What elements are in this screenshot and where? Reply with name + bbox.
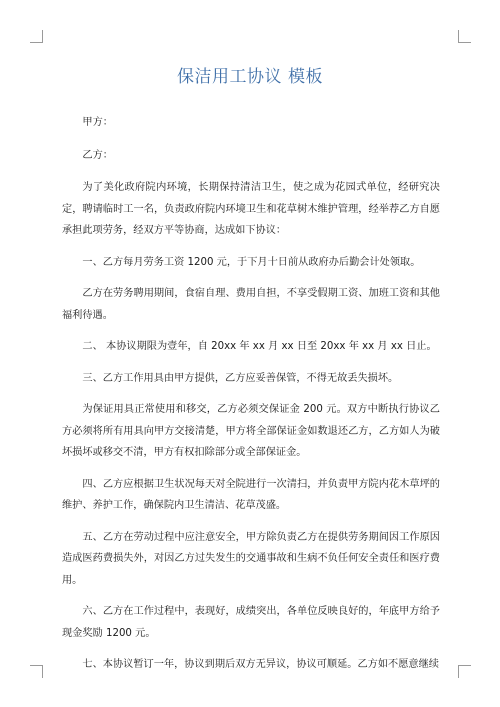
paragraph-clause-2: 二、 本协议期限为壹年，自 20xx 年 xx 月 xx 日至 20xx 年 xx 月 xx 日止。 xyxy=(82,341,437,352)
paragraph-clause-3: 三、乙方工作用具由甲方提供，乙方应妥善保管，不得无故丢失损坏。 xyxy=(82,372,399,384)
crop-mark-bottom-left xyxy=(30,665,43,678)
paragraph-clause-5: 五、乙方在劳动过程中应注意安全，甲方除负责乙方在提供劳务期间因工作原因造成医药费损失外，对因乙方过失发生的交通事故和生病不负任何安全责任和医疗费用。 xyxy=(62,531,440,586)
paragraph-clause-1: 一、乙方每月劳务工资 1200 元，于下月十日前从政府办后勤会计处领取。 xyxy=(82,256,421,268)
crop-mark-bottom-right xyxy=(458,665,471,678)
paragraph-clause-4: 四、乙方应根据卫生状况每天对全院进行一次清扫，并负责甲方院内花木草坪的维护、养护工作，确保院内卫生清洁、花草茂盛。 xyxy=(62,478,440,511)
paragraph-clause-7: 七、本协议暂订一年，协议到期后双方无异议，协议可顺延。乙方如不愿意继续 xyxy=(82,659,439,670)
party-b-line: 乙方： xyxy=(82,149,113,161)
document-title: 保洁用工协议 模板 xyxy=(177,67,323,87)
crop-mark-top-left xyxy=(30,30,43,43)
document-body xyxy=(62,112,440,686)
paragraph-clause-3-note: 为保证用具正常使用和移交，乙方必须交保证金 200 元。双方中断执行协议乙方必须将所有用具向甲方交接清楚，甲方将全部保证金如数退还乙方，乙方如人为破坏损坏或移交不清，甲方有权扣除部分或全部保证金。 xyxy=(62,404,440,458)
paragraph-clause-1-note: 乙方在劳务聘用期间，食宿自理、费用自担，不享受假期工资、加班工资和其他福利待遇。 xyxy=(62,288,440,321)
paragraph-clause-6: 六、乙方在工作过程中，表现好，成绩突出，各单位反映良好的，年底甲方给予现金奖励 1200 元。 xyxy=(62,606,440,639)
paragraph-intro: 为了美化政府院内环境，长期保持清洁卫生，使之成为花园式单位，经研究决定，聘请临时工一名，负责政府院内环境卫生和花草树木维护管理，经举荐乙方自愿承担此项劳务，经双方平等协商，达成如下协议： xyxy=(62,182,440,236)
crop-mark-top-right xyxy=(458,30,471,43)
party-a-line: 甲方： xyxy=(82,117,113,128)
